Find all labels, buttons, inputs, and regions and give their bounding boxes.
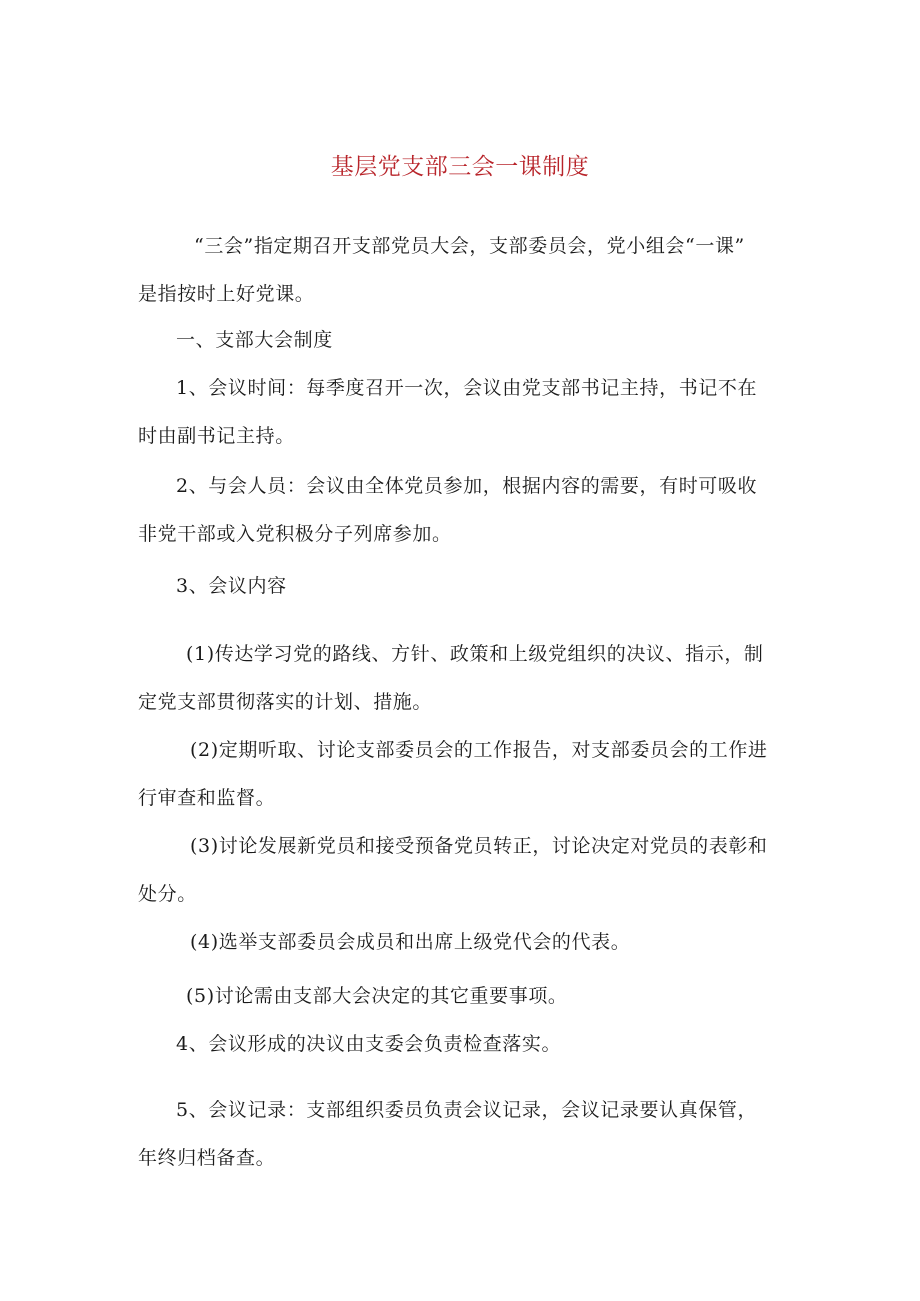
- item-1-line-2: 时由副书记主持。: [138, 425, 295, 447]
- sub-5-paragraph: [138, 972, 788, 1020]
- sub-3-line-2: 处分。: [138, 883, 197, 905]
- item-3-paragraph: [138, 562, 788, 610]
- intro-line-2: 是指按时上好党课。: [138, 283, 315, 305]
- sub-1-line-2: 定党支部贯彻落实的计划、措施。: [138, 691, 433, 713]
- sub-2-line-2: 行审查和监督。: [138, 787, 276, 809]
- item-4-paragraph: [138, 1020, 788, 1068]
- item-3-line-1: 3、会议内容: [176, 575, 287, 597]
- sub-4-line-1: (4)选举支部委员会成员和出席上级党代会的代表。: [190, 931, 631, 953]
- item-5-line-1: 5、会议记录：支部组织委员负责会议记录，会议记录要认真保管，: [176, 1099, 758, 1121]
- item-5-line-2: 年终归档备查。: [138, 1147, 276, 1169]
- document-title: 基层党支部三会一课制度: [330, 154, 590, 180]
- sub-4-paragraph: [138, 918, 788, 966]
- item-2-line-1: 2、与会人员：会议由全体党员参加，根据内容的需要，有时可吸收: [176, 475, 758, 497]
- sub-2-line-1: (2)定期听取、讨论支部委员会的工作报告，对支部委员会的工作进: [190, 739, 768, 761]
- sub-3-line-1: (3)讨论发展新党员和接受预备党员转正，讨论决定对党员的表彰和: [190, 835, 768, 857]
- item-2-paragraph: [138, 462, 788, 558]
- item-1-paragraph: [138, 364, 788, 460]
- item-5-paragraph: [138, 1086, 788, 1182]
- sub-5-line-1: (5)讨论需由支部大会决定的其它重要事项。: [186, 985, 568, 1007]
- sub-1-paragraph: [138, 630, 788, 726]
- sub-2-paragraph: [138, 726, 788, 822]
- sub-1-line-1: (1)传达学习党的路线、方针、政策和上级党组织的决议、指示，制: [186, 643, 764, 665]
- section-heading: [138, 316, 788, 364]
- item-1-line-1: 1、会议时间：每季度召开一次，会议由党支部书记主持，书记不在: [176, 377, 758, 399]
- section-1-heading: 一、支部大会制度: [176, 329, 333, 351]
- sub-3-paragraph: [138, 822, 788, 918]
- item-2-line-2: 非党干部或入党积极分子列席参加。: [138, 523, 452, 545]
- item-4-line-1: 4、会议形成的决议由支委会负责检查落实。: [176, 1033, 562, 1055]
- intro-line-1: “三会”指定期召开支部党员大会，支部委员会，党小组会“一课”: [194, 235, 745, 257]
- intro-paragraph: [138, 222, 788, 318]
